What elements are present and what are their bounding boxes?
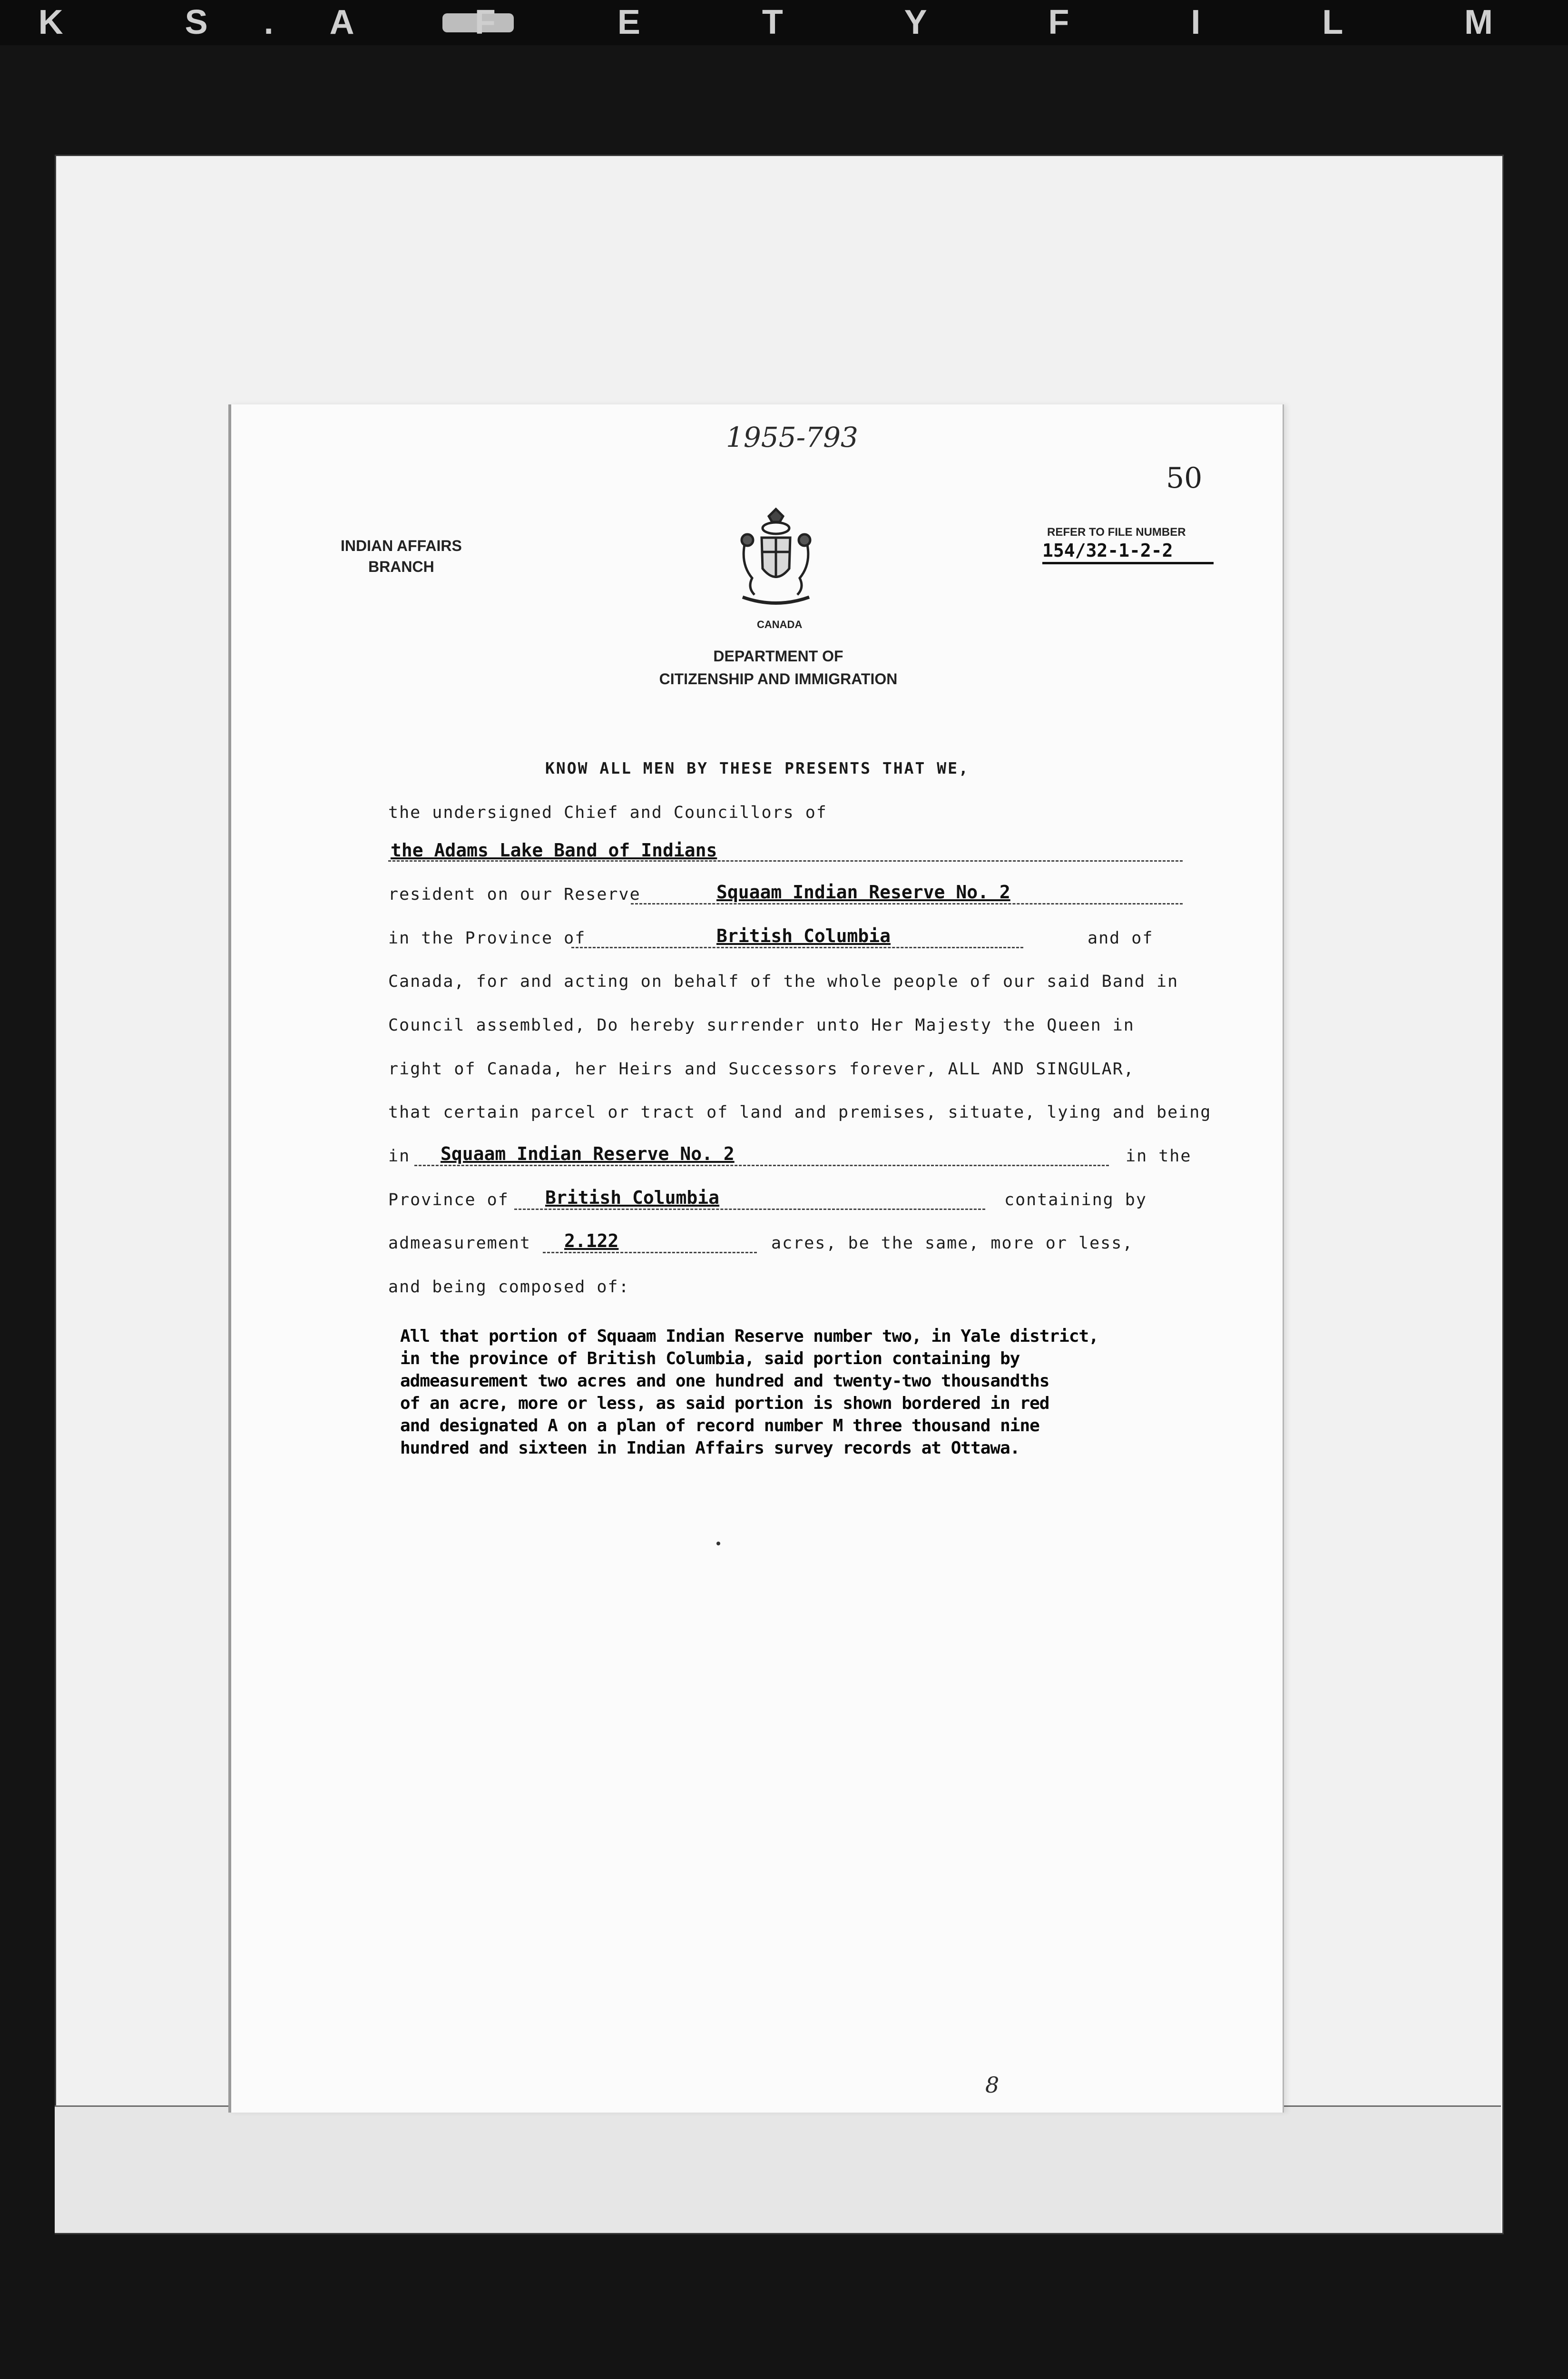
in-the-label: in the (1126, 1147, 1192, 1166)
page-number: 50 (1166, 462, 1203, 495)
resident-label: resident on our Reserve (388, 885, 641, 904)
file-number: 154/32-1-2-2 (1042, 540, 1214, 564)
province-label: in the Province of (388, 929, 586, 948)
film-edge-strip (0, 0, 1568, 45)
bottom-handwritten-mark: 8 (985, 2072, 1000, 2098)
department-line2: CITIZENSHIP AND IMMIGRATION (659, 670, 898, 688)
reserve-name-value: Squaam Indian Reserve No. 2 (716, 882, 1010, 903)
acreage-value: 2.122 (564, 1230, 619, 1251)
document-page (228, 404, 1284, 2113)
province2-value: British Columbia (545, 1187, 720, 1208)
description-line: All that portion of Squaam Indian Reserve number two, in Yale district, (400, 1327, 1098, 1346)
parcel-reserve-value: Squaam Indian Reserve No. 2 (441, 1143, 735, 1164)
legal-description (400, 1325, 1098, 1459)
crest-caption: CANADA (757, 619, 803, 630)
document-heading: KNOW ALL MEN BY THESE PRESENTS THAT WE, (545, 759, 970, 777)
council-line: Council assembled, Do hereby surrender unto Her Majesty the Queen in (388, 1016, 1135, 1035)
province-value: British Columbia (716, 925, 891, 946)
department-title (636, 645, 921, 690)
branch-label (341, 535, 462, 577)
and-of-label: and of (1088, 929, 1154, 948)
department-line1: DEPARTMENT OF (713, 648, 843, 665)
acres-label: acres, be the same, more or less, (771, 1234, 1134, 1253)
refer-to-file-label: REFER TO FILE NUMBER (1047, 526, 1186, 539)
in-label: in (388, 1147, 411, 1166)
containing-label: containing by (1004, 1190, 1147, 1209)
description-line: in the province of British Columbia, said portion containing by (400, 1349, 1020, 1368)
composed-line: and being composed of: (388, 1278, 630, 1297)
undersigned-line: the undersigned Chief and Councillors of (388, 803, 827, 822)
description-line: hundred and sixteen in Indian Affairs survey records at Ottawa. (400, 1438, 1020, 1458)
canada-line: Canada, for and acting on behalf of the whole people of our said Band in (388, 972, 1179, 991)
canada-coat-of-arms-icon (733, 507, 819, 611)
branch-label-line2: BRANCH (368, 558, 434, 575)
admeasurement-label: admeasurement (388, 1234, 531, 1253)
parcel-line: that certain parcel or tract of land and premises, situate, lying and being (388, 1103, 1212, 1122)
description-line: and designated A on a plan of record number M three thousand nine (400, 1416, 1039, 1435)
ink-speck (716, 1542, 720, 1545)
description-line: of an acre, more or less, as said portion is shown bordered in red (400, 1394, 1049, 1413)
film-edge-text: K S.A F E T Y F I L M (38, 3, 1549, 41)
province2-label: Province of (388, 1190, 509, 1209)
right-of-canada-line: right of Canada, her Heirs and Successors forever, ALL AND SINGULAR, (388, 1060, 1135, 1079)
frame-bottom-band (55, 2105, 1501, 2233)
description-line: admeasurement two acres and one hundred and twenty-two thousandths (400, 1371, 1049, 1391)
band-name-value: the Adams Lake Band of Indians (391, 840, 717, 861)
handwritten-file-number: 1955-793 (726, 421, 858, 453)
branch-label-line1: INDIAN AFFAIRS (341, 537, 462, 554)
